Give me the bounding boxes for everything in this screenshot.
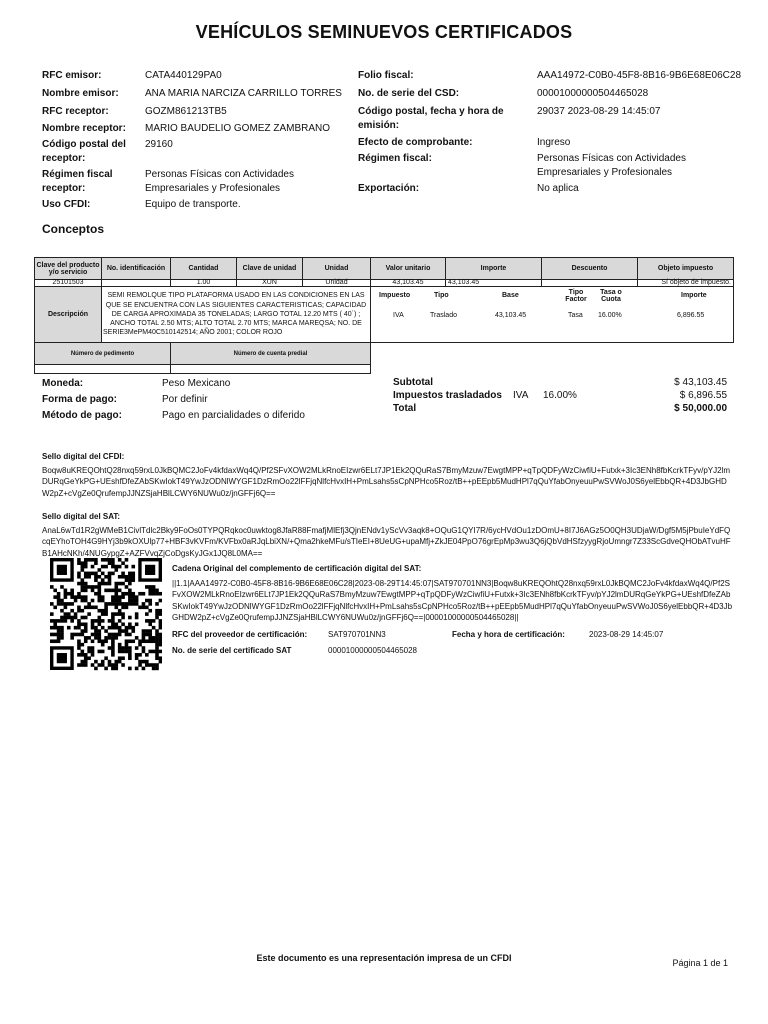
tax-tipo-factor-header-line-2: Factor [565, 296, 587, 303]
uso-cfdi-label: Uso CFDI: [42, 199, 91, 210]
conceptos-title: Conceptos [42, 222, 105, 236]
regimen-receptor-value-2: Empresariales y Profesionales [145, 183, 281, 194]
serie-csd-value: 00001000000504465028 [537, 88, 649, 99]
folio-fiscal-value: AAA14972-C0B0-45F8-8B16-9B6E68E06C28 [537, 70, 742, 81]
nombre-receptor-value: MARIO BAUDELIO GOMEZ ZAMBRANO [145, 123, 331, 134]
cell-unidad: Unidad [303, 280, 371, 287]
cuenta-predial-label: Número de cuenta predial [171, 343, 371, 365]
tax-tipo-header: Tipo [434, 292, 449, 299]
forma-pago-value: Por definir [162, 394, 208, 405]
regimen-fiscal-value-2: Empresariales y Profesionales [537, 167, 673, 178]
cp-fecha-label-2: emisión: [358, 120, 400, 131]
impuestos-value: $ 6,896.55 [679, 390, 727, 401]
rfc-proveedor-value: SAT970701NN3 [328, 630, 386, 639]
tax-detail [371, 287, 734, 343]
cell-clave: 25101503 [35, 280, 102, 287]
moneda-value: Peso Mexicano [162, 378, 231, 389]
tax-tipo-value: Traslado [430, 312, 457, 319]
cp-fecha-label-1: Código postal, fecha y hora de [358, 106, 504, 117]
total-value: $ 50,000.00 [674, 403, 727, 414]
fecha-certificacion-label: Fecha y hora de certificación: [452, 630, 565, 639]
regimen-receptor-label-2: receptor: [42, 183, 86, 194]
serie-certificado-sat-value: 00001000000504465028 [328, 646, 417, 655]
footer-note: Este documento es una representación impresa de un CFDI [256, 953, 512, 963]
descripcion-label: Descripción [35, 287, 102, 343]
tax-tasa-value: 16.00% [598, 312, 622, 319]
header-descuento: Descuento [542, 258, 638, 280]
efecto-label: Efecto de comprobante: [358, 137, 473, 148]
header-no-identificacion: No. identificación [102, 258, 171, 280]
tax-base-value: 43,103.45 [495, 312, 527, 319]
cell-descuento [542, 280, 638, 287]
cell-clave-unidad: XUN [237, 280, 303, 287]
cell-objeto-impuesto: Sí objeto de impuesto. [638, 280, 734, 287]
qr-code-icon [50, 548, 162, 680]
rfc-receptor-label: RFC receptor: [42, 106, 109, 117]
rfc-receptor-value: GOZM861213TB5 [145, 106, 227, 117]
exportacion-label: Exportación: [358, 183, 420, 194]
cadena-original-label: Cadena Original del complemento de certificación digital del SAT: [172, 564, 422, 573]
regimen-receptor-label-1: Régimen fiscal [42, 169, 113, 180]
qr-code [50, 548, 162, 680]
header-importe: Importe [446, 258, 542, 280]
header-valor-unitario: Valor unitario [371, 258, 446, 280]
subtotal-value: $ 43,103.45 [674, 377, 727, 388]
header-clave-line-1: Clave del producto [36, 261, 100, 269]
nombre-emisor-value: ANA MARIA NARCIZA CARRILLO TORRES [145, 88, 342, 99]
sello-cfdi-label: Sello digital del CFDI: [42, 452, 125, 461]
folio-fiscal-label: Folio fiscal: [358, 70, 414, 81]
conceptos-table [34, 257, 734, 374]
serie-csd-label: No. de serie del CSD: [358, 88, 460, 99]
serie-certificado-sat-label: No. de serie del certificado SAT [172, 646, 292, 655]
tax-tasa-header-line-2: Cuota [601, 296, 621, 303]
fecha-certificacion-value: 2023-08-29 14:45:07 [589, 630, 664, 639]
regimen-receptor-value-1: Personas Físicas con Actividades [145, 169, 294, 180]
tax-importe-value: 6,896.55 [677, 312, 705, 319]
tax-impuesto-value: IVA [393, 312, 404, 319]
forma-pago-label: Forma de pago: [42, 394, 118, 405]
tax-base-header: Base [502, 292, 519, 299]
tax-tipo-factor-value: Tasa [568, 312, 583, 319]
rfc-proveedor-label: RFC del proveedor de certificación: [172, 630, 308, 639]
table-row [35, 280, 734, 287]
tax-tipo-factor-header-line-1: Tipo [568, 289, 584, 296]
subtotal-label: Subtotal [393, 377, 433, 388]
header-clave-line-2: y/o servicio [48, 268, 88, 276]
tax-importe-header: Importe [681, 292, 707, 299]
uso-cfdi-value: Equipo de transporte. [145, 199, 241, 210]
page-title: VEHÍCULOS SEMINUEVOS CERTIFICADOS [195, 22, 573, 42]
sello-cfdi-text: Boqw8uKREQOhtQ28nxq59rxL0JkBQMC2JoFv4kfdaxWq4Q/Pf2SFvXOW2MLkRnoEIzwr6ELt7JP1Ek2QQuRaS7BmyMzuw7EwgtMPP+qTpQDFyWzCiwfiU+Futxk+3Ic3ENh8fbKcrkTFyv/pYJ2lmDURqGeYkPG+UEshfDfeZAbSKwIokT49YwJzODNlWYGF1DzRmOo22lFFjqNlfcHvxIH+PmLsahs5sCpNPHco5Roz/tB++pEEpb5MudHPl7qQuYfabOnyeuuPwSVWoJ0S6yelEbbQR+4D3JbGHDW2pZ+cVgZe0QrufempJJNZSjaHBlLCWY6NUWu0z/jnGFFj6Q== [42, 466, 731, 498]
impuestos-tasa: 16.00% [543, 390, 577, 401]
impuestos-trasladados-label: Impuestos trasladados [393, 390, 502, 401]
pedimento-label: Número de pedimento [35, 343, 171, 365]
metodo-pago-label: Método de pago: [42, 410, 122, 421]
cadena-original-text: ||1.1|AAA14972-C0B0-45F8-8B16-9B6E68E06C28|2023-08-29T14:45:07|SAT970701NN3|Boqw8uKREQOhtQ28nxq59rxL0JkBQMC2JoFv4kfdaxWq4Q/Pf2SFvXOW2MLkRnoEIzwr6ELt7JP1Ek2QQuRaS7BmyMzuw7EwgtMPP+qTpQDFyWzCiwfiU+Futxk+3Ic3ENh8fbKcrkTFyv/pYJ2lmDURqGeYkPG+UEshfDfeZAbSKwIokT49YwJzODNlWYGF1DzRmOo22lFFjqNlfcHvxIH+PmLsahs5sCpNPHco5Roz/tB++pEEpb5MudHPl7qQuYfabOnyeuuPwSVWoJ0S6yelEbbQR+4D3JbGHDW2pZ+cVgZe0QrufempJJNZSjaHBlLCWY6NUWu0z/jnGFFj6Q==|00001000000504465028|| [172, 579, 733, 623]
cell-valor-unitario: 43,103.45 [371, 280, 446, 287]
cp-fecha-value: 29037 2023-08-29 14:45:07 [537, 106, 661, 117]
pedimento-header-row [35, 343, 734, 365]
nombre-emisor-label: Nombre emisor: [42, 88, 119, 99]
pedimento-row [35, 365, 734, 374]
page-number: Página 1 de 1 [672, 958, 728, 968]
header-unidad: Unidad [303, 258, 371, 280]
total-label: Total [393, 403, 417, 414]
regimen-fiscal-value-1: Personas Físicas con Actividades [537, 153, 686, 164]
table-header-row [35, 258, 734, 280]
cp-receptor-label-2: receptor: [42, 153, 86, 164]
header-objeto-impuesto: Objeto impuesto [638, 258, 734, 280]
metodo-pago-value: Pago en parcialidades o diferido [162, 410, 305, 421]
header-cantidad: Cantidad [171, 258, 237, 280]
sello-sat-label: Sello digital del SAT: [42, 512, 121, 521]
rfc-emisor-label: RFC emisor: [42, 70, 102, 81]
tax-tipo-factor-header [561, 289, 591, 303]
rfc-emisor-value: CATA440129PA0 [145, 70, 222, 81]
table-row-descripcion [35, 287, 734, 343]
tax-tasa-header-line-1: Tasa o [600, 289, 622, 296]
efecto-value: Ingreso [537, 137, 571, 148]
tax-tasa-header [597, 289, 625, 303]
cp-receptor-value: 29160 [145, 139, 173, 150]
moneda-label: Moneda: [42, 378, 84, 389]
nombre-receptor-label: Nombre receptor: [42, 123, 126, 134]
exportacion-value: No aplica [537, 183, 579, 194]
cp-receptor-label-1: Código postal del [42, 139, 126, 150]
regimen-fiscal-label: Régimen fiscal: [358, 153, 432, 164]
impuestos-tipo: IVA [513, 390, 529, 401]
cell-no-identificacion [102, 280, 171, 287]
header-clave-unidad: Clave de unidad [237, 258, 303, 280]
tax-impuesto-header: Impuesto [379, 292, 411, 299]
cell-cantidad: 1.00 [171, 280, 237, 287]
cell-importe: 43,103.45 [446, 280, 542, 287]
sello-sat-text: AnaL6wTd1R2gWMeB1CivlTdlc2Bky9FoOs0TYPQRqkoc0uwktog8JfaR88FmafjMlEfj3QjnENdv1yScVv3aqk8+OQuG1QYI7R/6ycHVdOu1zDOmU+8I7J6AGz5O0QH3UDjaW/Dgf5M5jPbuIeYdFQcqEYhoTOH4G9HYj3b9kOXUlp77+HBF3vKVFm/KVFbx0aRJqLbiXN/+Qma2hkeMFu/sTIeEI+8UeUG+upaMfj+ZkJE04PpO76grEpMp3wu3Q6jQbVdHSfzyygRjoUmngr7Z33ScGdveQHObATvuHFB1AHcNKh/4NUGypgZ+AZFVvqZjCoDgsKyJGx1JQ8L0MA== [42, 526, 731, 558]
header-clave [35, 258, 102, 280]
descripcion-text: SEMI REMOLQUE TIPO PLATAFORMA USADO EN LAS CONDICIONES EN LAS QUE SE ENCUENTRA CON LAS SIGUIENTES CARACTERISTICAS; CAPACIDAD DE CARGA APROXIMADA 35 TONELADAS; LARGO TOTAL 12.20 MTS ( 40´) ; ANCHO TOTAL 2.50 MTS; ALTO TOTAL 2.70 MTS; MARCA MAREQSA; NO. DE SERIE3MePM40C510142514; AÑO 2001; COLOR ROJO [102, 287, 371, 343]
